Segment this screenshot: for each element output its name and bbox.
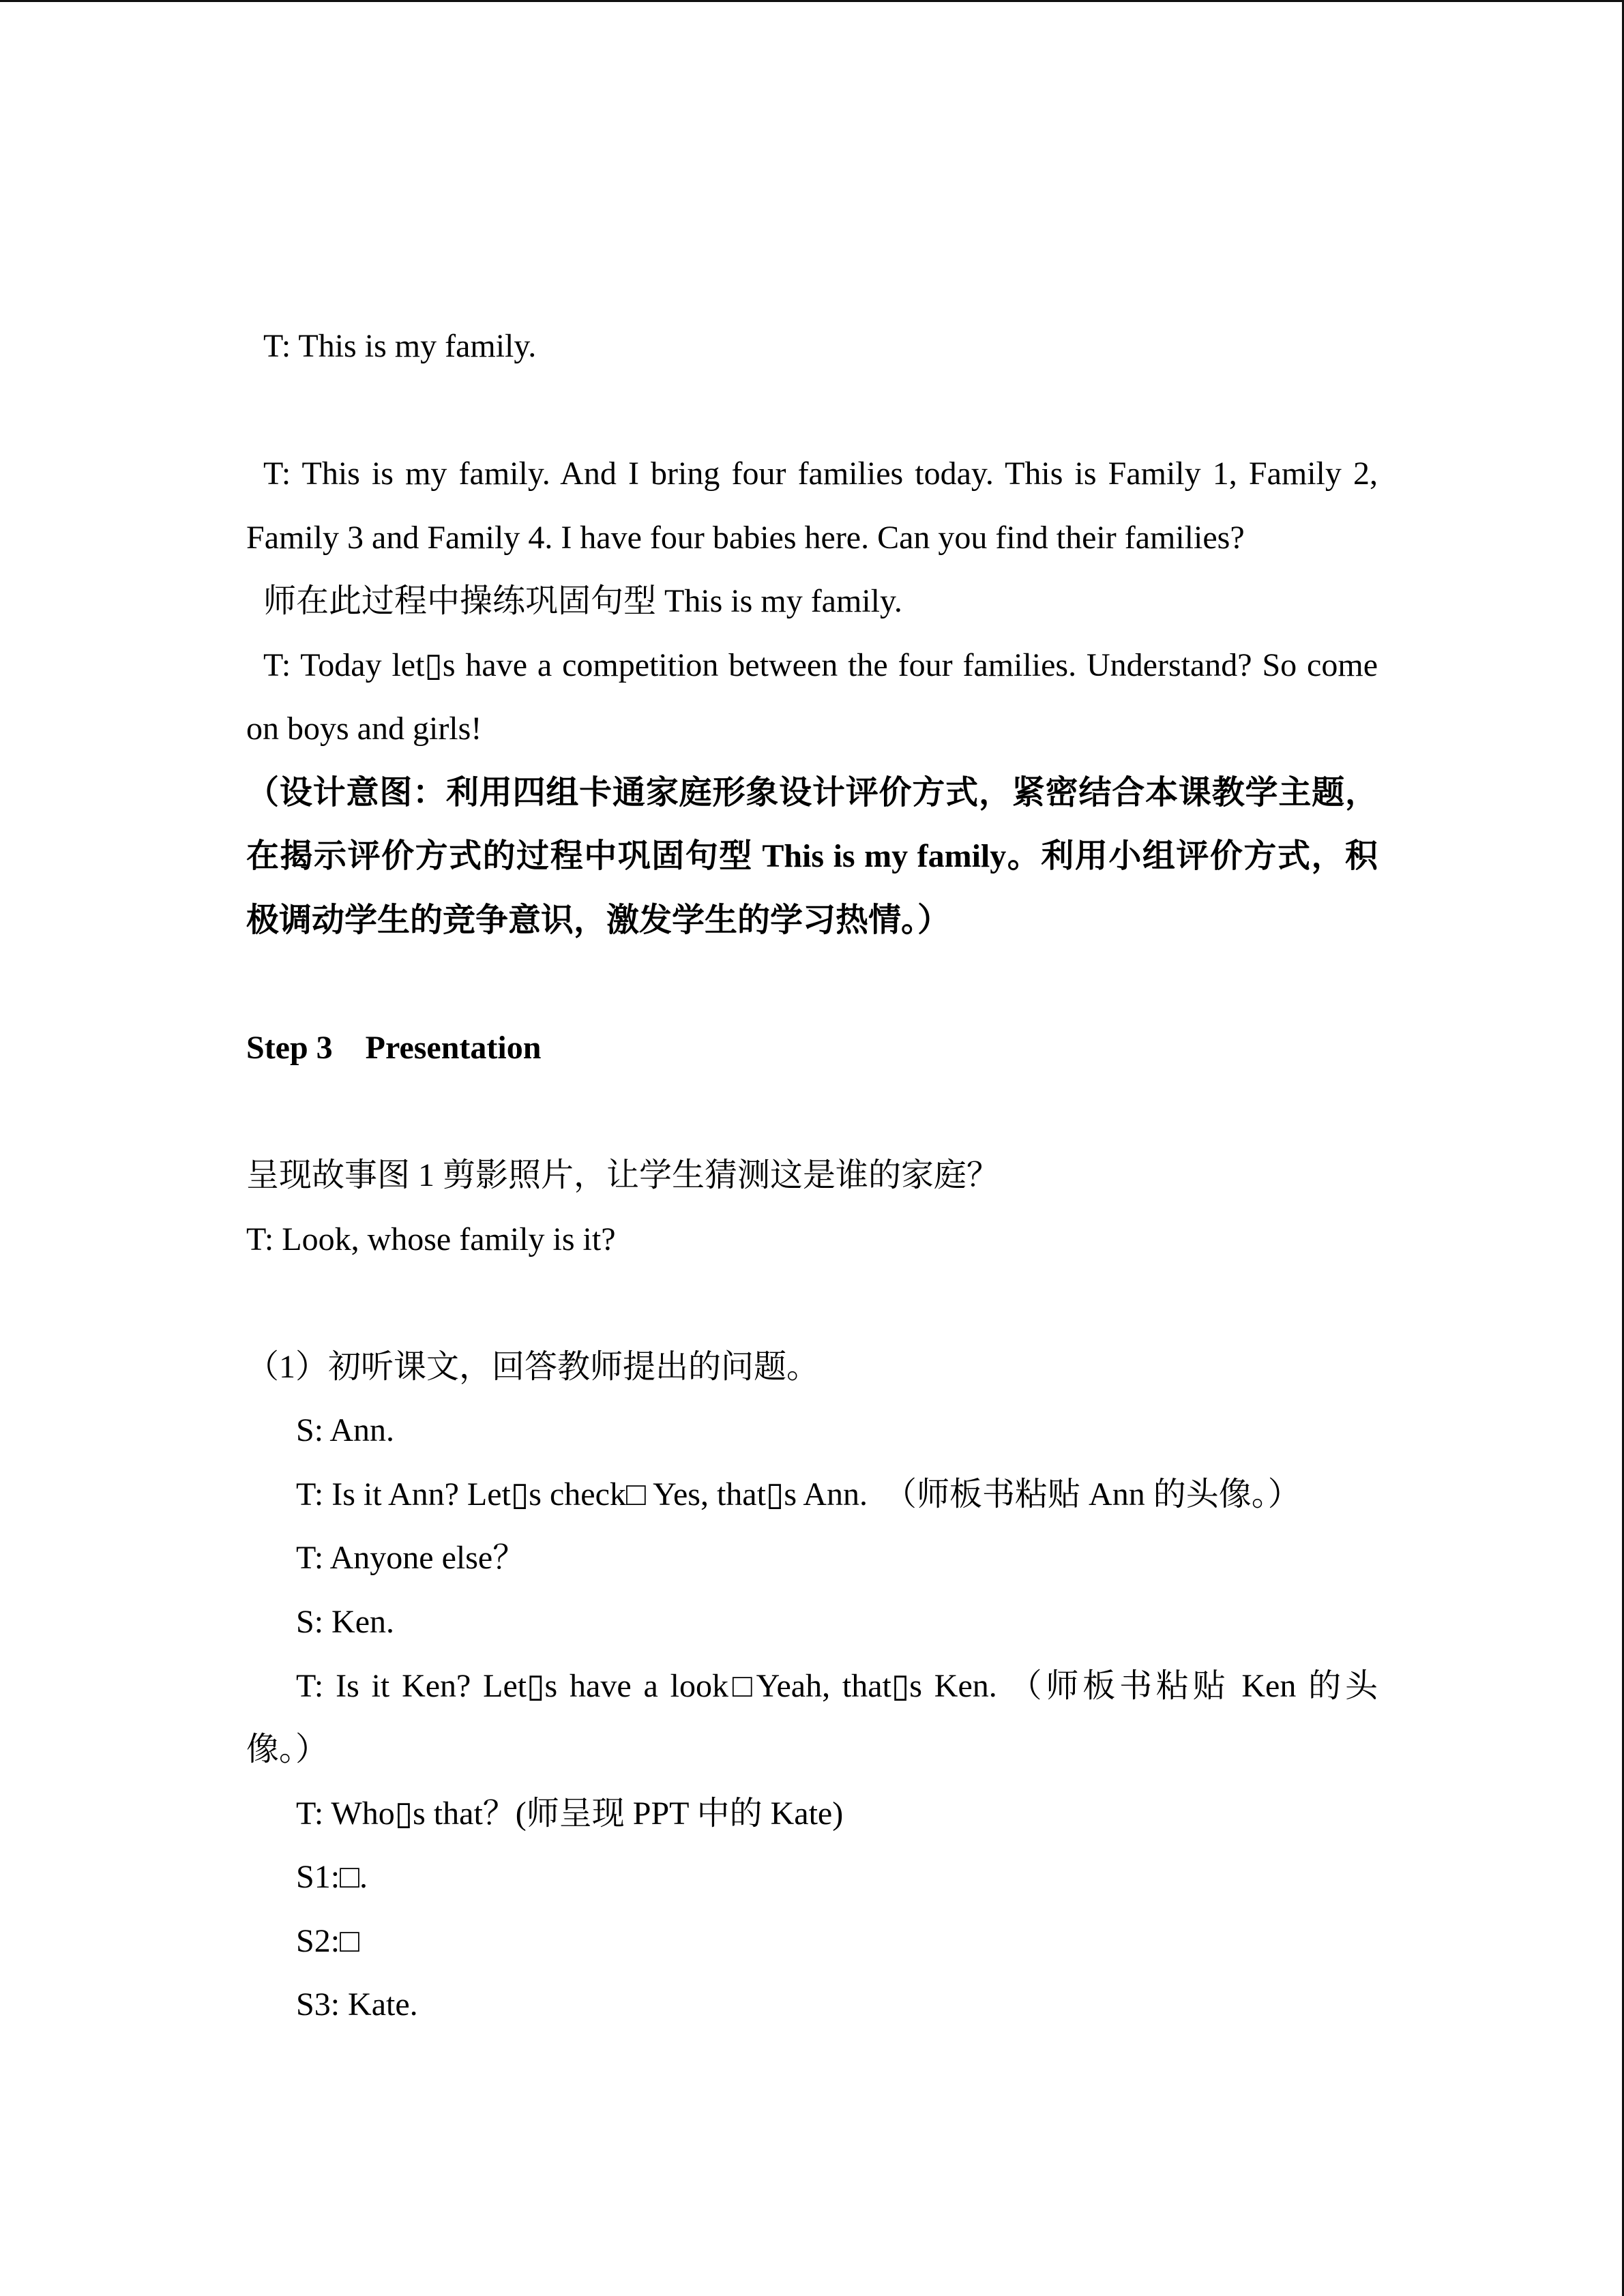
teacher-paragraph-line: T: Today let▯s have a competition between the four families. Understand? So come	[263, 646, 1378, 683]
design-intent-line: （设计意图：利用四组卡通家庭形象设计评价方式，紧密结合本课教学主题，	[246, 774, 1378, 811]
list-item-2	[246, 187, 1378, 251]
dialogue-line-continuation: 像。）	[246, 1731, 329, 1768]
dialogue-line: S: Ann.	[296, 1412, 395, 1449]
dialogue-line: T: Who▯s that？(师呈现 PPT 中的 Kate)	[296, 1795, 844, 1832]
dialogue-line: S1:□.	[296, 1859, 368, 1896]
list-item-5	[246, 953, 1378, 1017]
dialogue-line: T: Is it Ann? Let▯s check□ Yes, that▯s Ann. （师板书粘贴 Ann 的头像。）	[296, 1476, 1301, 1512]
dialogue-line: S2:□	[296, 1922, 360, 1959]
subsection-heading-2	[246, 1271, 1378, 1335]
teacher-paragraph-line: Family 3 and Family 4. I have four babies here. Can you find their families?	[246, 519, 1245, 556]
dialogue-line: T: Anyone else？	[296, 1540, 526, 1577]
section-heading: Step 3 Presentation	[246, 1030, 542, 1067]
teacher-paragraph-line: T: This is my family. And I bring four families today. This is Family 1, Family 2,	[263, 456, 1378, 492]
teacher-paragraph-line: on boys and girls!	[246, 711, 482, 747]
activity-description: 呈现故事图 1 剪影照片，让学生猜测这是谁的家庭？	[246, 1157, 1000, 1194]
design-intent-line: 极调动学生的竞争意识，激发学生的学习热情。）	[246, 902, 951, 939]
teacher-line: T: This is my family.	[263, 328, 537, 365]
page-top-border	[0, 0, 1624, 2]
design-intent-line: 在揭示评价方式的过程中巩固句型 This is my family。利用小组评价方式，积	[246, 838, 1378, 875]
dialogue-line: S3: Kate.	[296, 1986, 418, 2023]
document-body	[246, 187, 1378, 2037]
list-item-3	[246, 251, 1378, 315]
dialogue-line: S: Ken.	[296, 1604, 394, 1641]
dialogue-line: T: Is it Ken? Let▯s have a look□Yeah, that▯s Ken. （师板书粘贴 Ken 的头	[296, 1667, 1378, 1704]
practice-note: 师在此过程中操练巩固句型 This is my family.	[263, 583, 902, 620]
task-description: （1）初听课文，回答教师提出的问题。	[246, 1348, 820, 1385]
subsection-heading-1	[246, 1080, 1378, 1144]
list-item-4	[246, 378, 1378, 443]
teacher-line: T: Look, whose family is it?	[246, 1221, 616, 1257]
